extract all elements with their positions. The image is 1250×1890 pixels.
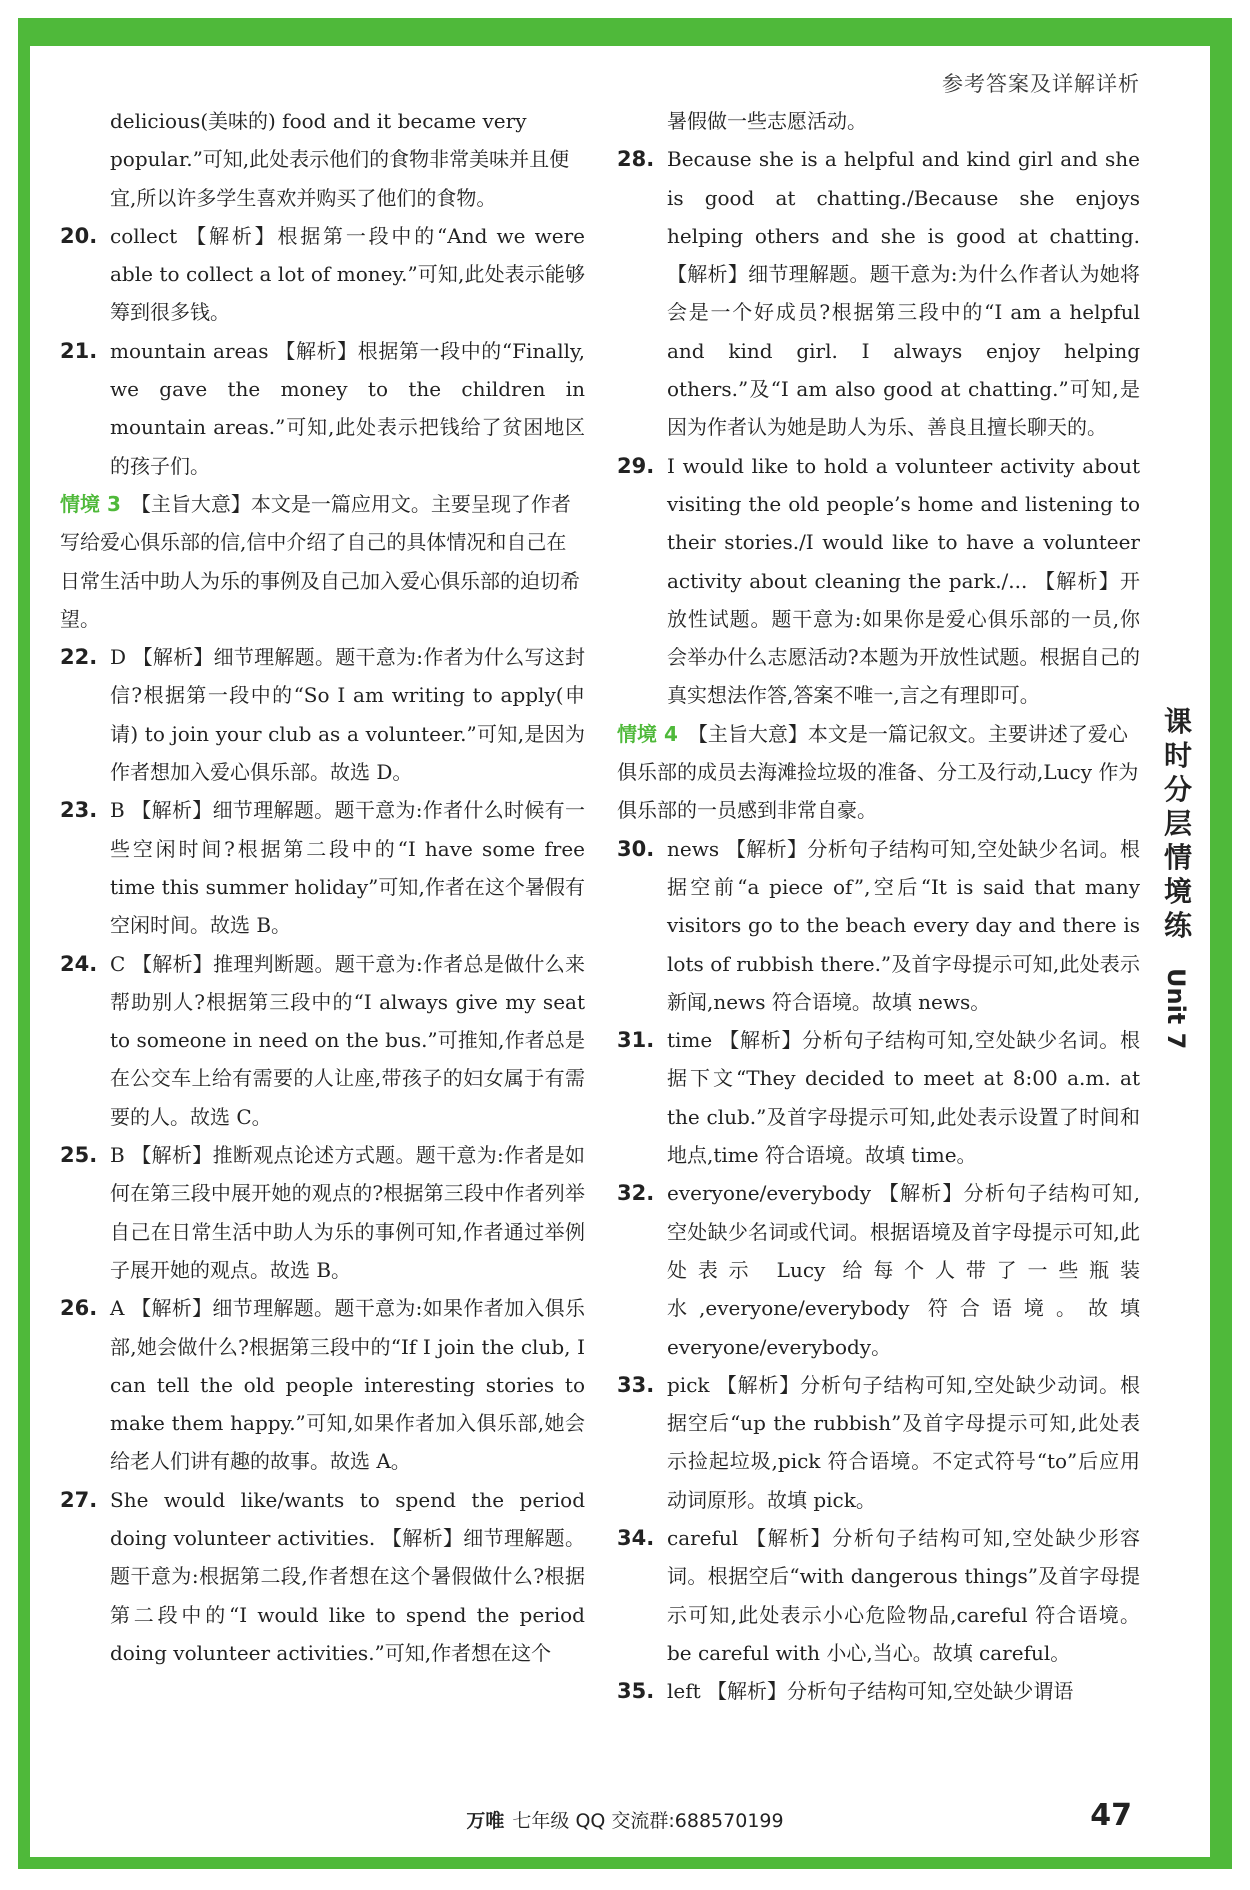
answer-item-27 — [60, 1481, 585, 1672]
answer-number: 31. — [617, 1028, 655, 1053]
answer-number: 34. — [617, 1525, 655, 1550]
brand-logo: 万唯 — [466, 1810, 505, 1832]
answer-item-24 — [60, 945, 585, 1136]
footer-text: 七年级 QQ 交流群:688570199 — [512, 1810, 784, 1832]
answer-number: 28. — [617, 147, 655, 172]
answer-text: Because she is a helpful and kind girl and she is good at chatting./Because she enjoys helping others and she is good at chatting. 【解析】细节理解题。题干意为:为什么作者认为她将会是一个好成员?根据第三段中的“I am a helpful and kind girl. I always enjoy helping others.”及“I am also good at chatting.”可知,是因为作者认为她是助人为乐、善良且擅长聊天的。 — [667, 147, 1140, 440]
answer-number: 35. — [617, 1679, 655, 1704]
answer-number: 24. — [60, 951, 98, 976]
answer-item-25 — [60, 1136, 585, 1289]
answer-number: 30. — [617, 836, 655, 861]
page-number: 47 — [1090, 1798, 1132, 1833]
answer-number: 25. — [60, 1143, 98, 1168]
answer-item-22 — [60, 638, 585, 791]
answer-item-23 — [60, 791, 585, 944]
answer-item-21 — [60, 332, 585, 485]
answer-text: I would like to hold a volunteer activity about visiting the old people’s home and listening to their stories./I would like to have a volunteer activity about cleaning the park./... 【解析】开放性试题。题干意为:如果你是爱心俱乐部的一员,你会举办什么志愿活动?本题为开放性试题。根据自己的真实想法作答,答案不唯一,言之有理即可。 — [667, 453, 1140, 708]
answer-number: 26. — [60, 1296, 98, 1321]
right-border — [1210, 18, 1232, 1868]
page-header: 参考答案及详解详析 — [942, 72, 1140, 96]
answer-item-29 — [617, 447, 1140, 715]
answer-item-34 — [617, 1519, 1140, 1672]
answer-text: mountain areas 【解析】根据第一段中的“Finally, we gave the money to the children in mountain areas.”可知,此处表示把钱给了贫困地区的孩子们。 — [110, 338, 585, 478]
answer-text: A 【解析】细节理解题。题干意为:如果作者加入俱乐部,她会做什么?根据第三段中的“If I join the club, I can tell the old people interesting stories to make them happy.”可知,如果作者加入俱乐部,她会给老人们讲有趣的故事。故选 A。 — [110, 1296, 585, 1474]
left-border — [18, 18, 30, 1868]
answer-number: 23. — [60, 798, 98, 823]
answer-text: news 【解析】分析句子结构可知,空处缺少名词。根据空前“a piece of”,空后“It is said that many visitors go to the beach every day and there is lots of rubbish there.”及首字母提示可知,此处表示新闻,news 符合语境。故填 news。 — [667, 836, 1140, 1014]
answer-number: 33. — [617, 1372, 655, 1397]
situation-4 — [617, 715, 1140, 830]
left-column — [60, 102, 585, 1672]
bottom-border — [18, 1857, 1232, 1869]
answer-text: C 【解析】推理判断题。题干意为:作者总是做什么来帮助别人?根据第三段中的“I always give my seat to someone in need on the bus.”可推知,作者总是在公交车上给有需要的人让座,带孩子的妇女属于有需要的人。故选 C。 — [110, 951, 585, 1129]
answer-item-28 — [617, 140, 1140, 446]
answer-text: B 【解析】细节理解题。题干意为:作者什么时候有一些空闲时间?根据第二段中的“I have some free time this summer holiday”可知,作者在这个暑假有空闲时间。故选 B。 — [110, 798, 585, 938]
answer-item-30 — [617, 830, 1140, 1021]
answer-number: 27. — [60, 1487, 98, 1512]
situation-3 — [60, 485, 585, 638]
situation-summary: 【主旨大意】本文是一篇记叙文。主要讲述了爱心俱乐部的成员去海滩捡垃圾的准备、分工及行动,Lucy 作为俱乐部的一员感到非常自豪。 — [617, 721, 1139, 823]
unit-text: Unit 7 — [1162, 968, 1190, 1050]
answer-text: left 【解析】分析句子结构可知,空处缺少谓语 — [667, 1679, 1074, 1704]
answer-text: D 【解析】细节理解题。题干意为:作者为什么写这封信?根据第一段中的“So I am writing to apply(申请) to join your club as a volunteer.”可知,是因为作者想加入爱心俱乐部。故选 D。 — [110, 645, 585, 785]
answer-item-32 — [617, 1174, 1140, 1365]
situation-label: 情境 4 — [617, 721, 678, 746]
answer-text: pick 【解析】分析句子结构可知,空处缺少动词。根据空后“up the rubbish”及首字母提示可知,此处表示捡起垃圾,pick 符合语境。不定式符号“to”后应用动词原形。故填 pick。 — [667, 1372, 1140, 1512]
answer-number: 21. — [60, 338, 98, 363]
answer-item-35 — [617, 1672, 1140, 1710]
top-border — [18, 18, 1232, 46]
answer-item-26 — [60, 1289, 585, 1480]
answer-number: 29. — [617, 453, 655, 478]
answer-text: careful 【解析】分析句子结构可知,空处缺少形容词。根据空后“with dangerous things”及首字母提示可知,此处表示小心危险物品,careful 符合语境。be careful with 小心,当心。故填 careful。 — [667, 1525, 1140, 1665]
answer-item-33 — [617, 1366, 1140, 1519]
situation-label: 情境 3 — [60, 491, 121, 516]
answer-item-31 — [617, 1021, 1140, 1174]
right-column — [617, 102, 1140, 1710]
answer-number: 22. — [60, 645, 98, 670]
answer-text: B 【解析】推断观点论述方式题。题干意为:作者是如何在第三段中展开她的观点的?根据第三段中作者列举自己在日常生活中助人为乐的事例可知,作者通过举例子展开她的观点。故选 B。 — [110, 1143, 585, 1282]
answer-text: time 【解析】分析句子结构可知,空处缺少名词。根据下文“They decided to meet at 8:00 a.m. at the club.”及首字母提示可知,此处表示设置了时间和地点,time 符合语境。故填 time。 — [667, 1028, 1140, 1168]
page-footer — [0, 1806, 1250, 1833]
answer-text: collect 【解析】根据第一段中的“And we were able to collect a lot of money.”可知,此处表示能够筹到很多钱。 — [110, 223, 585, 325]
answer-item-20 — [60, 217, 585, 332]
side-tab-label: 课时分层情境练 — [1163, 705, 1192, 942]
situation-summary: 【主旨大意】本文是一篇应用文。主要呈现了作者写给爱心俱乐部的信,信中介绍了自己的具体情况和自己在日常生活中助人为乐的事例及自己加入爱心俱乐部的迫切希望。 — [60, 491, 580, 631]
answer-text: everyone/everybody 【解析】分析句子结构可知,空处缺少名词或代词。根据语境及首字母提示可知,此处表示 Lucy 给每个人带了一些瓶装水,everyone/everybody 符合语境。故填 everyone/everybody。 — [667, 1181, 1140, 1359]
answer-text: She would like/wants to spend the period doing volunteer activities. 【解析】细节理解题。题干意为:根据第二段,作者想在这个暑假做什么?根据第二段中的“I would like to spend the period doing volunteer activities.”可知,作者想在这个 — [110, 1487, 585, 1665]
continuation-text: 暑假做一些志愿活动。 — [667, 109, 867, 133]
continuation-text: delicious(美味的) food and it became very popular.”可知,此处表示他们的食物非常美味并且便宜,所以许多学生喜欢并购买了他们的食物。 — [110, 109, 570, 210]
answer-number: 20. — [60, 223, 98, 248]
unit-label — [1156, 968, 1196, 1055]
answer-number: 32. — [617, 1181, 655, 1206]
